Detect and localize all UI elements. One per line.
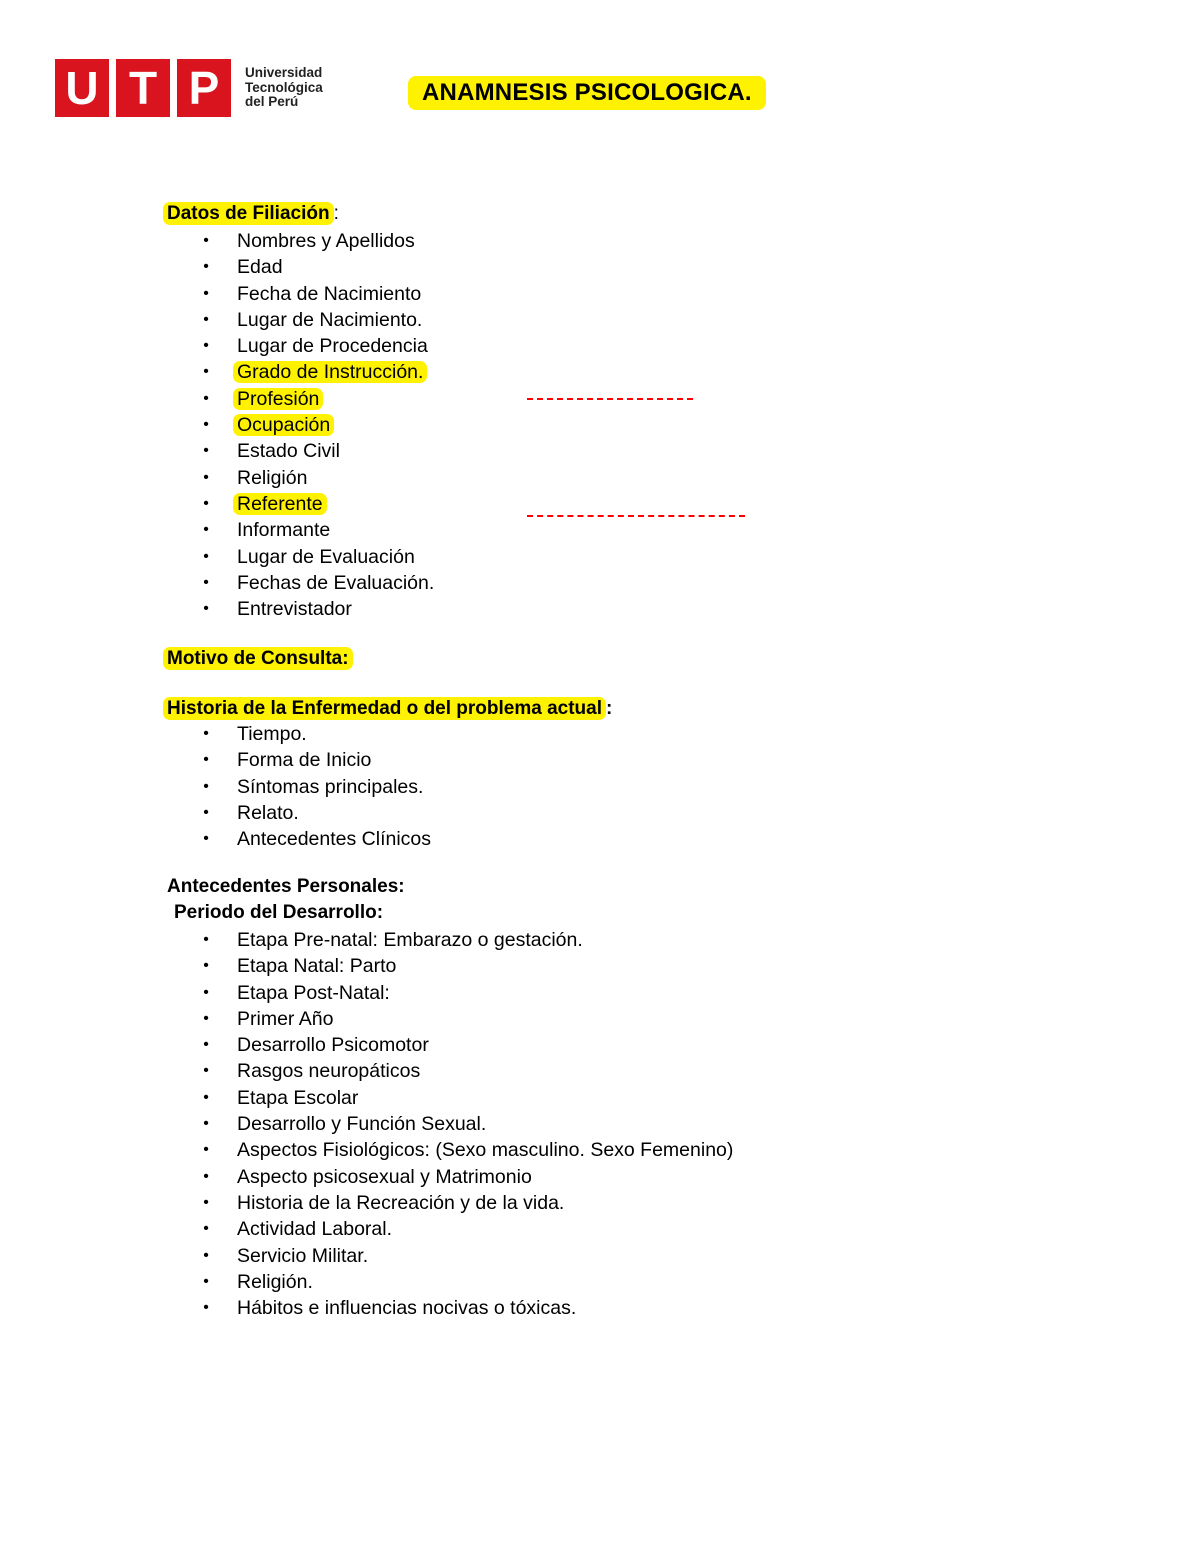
list-item	[200, 1295, 733, 1321]
list-item-text: Fecha de Nacimiento	[237, 282, 422, 305]
bullet-icon: •	[203, 1036, 209, 1054]
logo-line-1: Universidad	[245, 65, 323, 81]
bullet-icon: •	[203, 1272, 209, 1290]
bullet-icon: •	[203, 521, 209, 539]
list-item	[200, 1269, 733, 1295]
list-item	[200, 927, 733, 953]
list-item-text: Ocupación	[233, 414, 334, 436]
list-item	[200, 721, 431, 747]
red-dashed-line	[527, 398, 693, 400]
list-item-text: Fechas de Evaluación.	[237, 571, 435, 594]
bullet-icon: •	[203, 1167, 209, 1185]
bullet-icon: •	[203, 258, 209, 276]
list-item-text: Aspecto psicosexual y Matrimonio	[237, 1165, 532, 1188]
historia-heading	[167, 696, 612, 722]
list-item	[200, 1243, 733, 1269]
list-item-text: Lugar de Evaluación	[237, 545, 415, 568]
bullet-icon: •	[203, 803, 209, 821]
list-item-text: Rasgos neuropáticos	[237, 1060, 421, 1083]
bullet-icon: •	[203, 389, 209, 407]
list-item-text: Entrevistador	[237, 598, 352, 621]
motivo-heading	[167, 646, 353, 672]
bullet-icon: •	[203, 1220, 209, 1238]
list-item-text: Etapa Pre-natal: Embarazo o gestación.	[237, 929, 583, 951]
list-item	[200, 826, 431, 852]
list-item-text: Primer Año	[237, 1007, 334, 1030]
list-item-text: Actividad Laboral.	[237, 1218, 393, 1241]
logo-letter-p: P	[177, 59, 231, 117]
list-item	[200, 1006, 733, 1032]
list-item-text: Grado de Instrucción.	[233, 361, 427, 383]
bullet-icon: •	[203, 547, 209, 565]
list-item-text: Profesión	[233, 388, 323, 410]
list-item-text: Historia de la Recreación y de la vida.	[237, 1191, 565, 1214]
utp-logo-mark	[55, 59, 231, 117]
bullet-icon: •	[203, 1115, 209, 1133]
list-item-text: Nombres y Apellidos	[237, 230, 415, 252]
bullet-icon: •	[203, 983, 209, 1001]
bullet-icon: •	[203, 1009, 209, 1027]
list-item	[200, 953, 733, 979]
document-title: ANAMNESIS PSICOLOGICA.	[408, 76, 766, 110]
bullet-icon: •	[203, 725, 209, 742]
datos-heading-colon: :	[333, 203, 339, 224]
list-item	[200, 359, 434, 385]
list-item	[200, 980, 733, 1006]
list-item-text: Edad	[237, 256, 283, 279]
list-item	[200, 465, 434, 491]
historia-heading-colon: :	[606, 698, 613, 719]
list-item-text: Referente	[233, 493, 327, 515]
historia-heading-text: Historia de la Enfermedad o del problema actual	[163, 697, 606, 720]
list-item	[200, 747, 431, 773]
list-item-text: Religión.	[237, 1270, 313, 1293]
list-item	[200, 544, 434, 570]
list-item	[200, 1032, 733, 1058]
list-item-text: Servicio Militar.	[237, 1244, 369, 1267]
datos-heading-text: Datos de Filiación	[163, 202, 334, 225]
list-item	[200, 774, 431, 800]
logo-letter-u: U	[55, 59, 109, 117]
list-item-text: Desarrollo Psicomotor	[237, 1034, 429, 1057]
bullet-icon: •	[203, 310, 209, 328]
bullet-icon: •	[203, 1193, 209, 1211]
list-item-text: Síntomas principales.	[237, 775, 424, 798]
list-item	[200, 307, 434, 333]
list-item-text: Antecedentes Clínicos	[237, 828, 432, 851]
list-item-text: Hábitos e influencias nocivas o tóxicas.	[237, 1297, 577, 1320]
bullet-icon: •	[203, 957, 209, 975]
bullet-icon: •	[203, 468, 209, 486]
bullet-icon: •	[203, 751, 209, 769]
antecedentes-heading: Antecedentes Personales:	[167, 876, 405, 897]
list-item	[200, 1190, 733, 1216]
utp-logo	[55, 59, 323, 117]
list-item	[200, 596, 434, 622]
list-item-text: Desarrollo y Función Sexual.	[237, 1113, 487, 1136]
bullet-icon: •	[203, 931, 209, 948]
bullet-icon: •	[203, 363, 209, 381]
list-item	[200, 1058, 733, 1084]
bullet-icon: •	[203, 1088, 209, 1106]
list-item	[200, 1137, 733, 1163]
list-item	[200, 800, 431, 826]
bullet-icon: •	[203, 284, 209, 302]
list-item-text: Etapa Natal: Parto	[237, 955, 397, 978]
list-item	[200, 412, 434, 438]
list-item	[200, 1111, 733, 1137]
list-item-text: Lugar de Nacimiento.	[237, 308, 423, 331]
periodo-subheading: Periodo del Desarrollo:	[174, 902, 384, 923]
bullet-icon: •	[203, 777, 209, 795]
list-item	[200, 438, 434, 464]
datos-list	[200, 228, 434, 622]
datos-heading	[167, 201, 339, 227]
bullet-icon: •	[203, 573, 209, 591]
list-item	[200, 254, 434, 280]
list-item-text: Etapa Post-Natal:	[237, 981, 390, 1004]
logo-wordmark	[245, 66, 323, 110]
bullet-icon: •	[203, 600, 209, 618]
list-item	[200, 491, 434, 517]
list-item	[200, 228, 434, 254]
list-item-text: Tiempo.	[237, 723, 307, 745]
logo-letter-t: T	[116, 59, 170, 117]
red-dashed-line	[527, 515, 745, 517]
list-item	[200, 517, 434, 543]
bullet-icon: •	[203, 1246, 209, 1264]
list-item	[200, 333, 434, 359]
bullet-icon: •	[203, 416, 209, 434]
bullet-icon: •	[203, 442, 209, 460]
list-item	[200, 281, 434, 307]
motivo-heading-text: Motivo de Consulta:	[163, 647, 353, 670]
list-item-text: Estado Civil	[237, 440, 340, 463]
bullet-icon: •	[203, 494, 209, 512]
bullet-icon: •	[203, 232, 209, 249]
bullet-icon: •	[203, 1141, 209, 1159]
list-item-text: Relato.	[237, 801, 299, 824]
list-item-text: Religión	[237, 466, 308, 489]
list-item	[200, 1164, 733, 1190]
list-item	[200, 386, 434, 412]
list-item-text: Informante	[237, 519, 331, 542]
bullet-icon: •	[203, 1299, 209, 1317]
list-item	[200, 1216, 733, 1242]
list-item-text: Etapa Escolar	[237, 1086, 359, 1109]
bullet-icon: •	[203, 337, 209, 355]
list-item	[200, 1085, 733, 1111]
list-item-text: Aspectos Fisiológicos: (Sexo masculino. Sexo Femenino)	[237, 1139, 734, 1162]
bullet-icon: •	[203, 1062, 209, 1080]
list-item-text: Lugar de Procedencia	[237, 335, 428, 358]
list-item-text: Forma de Inicio	[237, 749, 372, 772]
historia-list	[200, 721, 431, 852]
logo-line-2: Tecnológica	[245, 79, 323, 95]
bullet-icon: •	[203, 830, 209, 848]
logo-line-3: del Perú	[245, 94, 299, 110]
list-item	[200, 570, 434, 596]
antecedentes-list	[200, 927, 733, 1321]
